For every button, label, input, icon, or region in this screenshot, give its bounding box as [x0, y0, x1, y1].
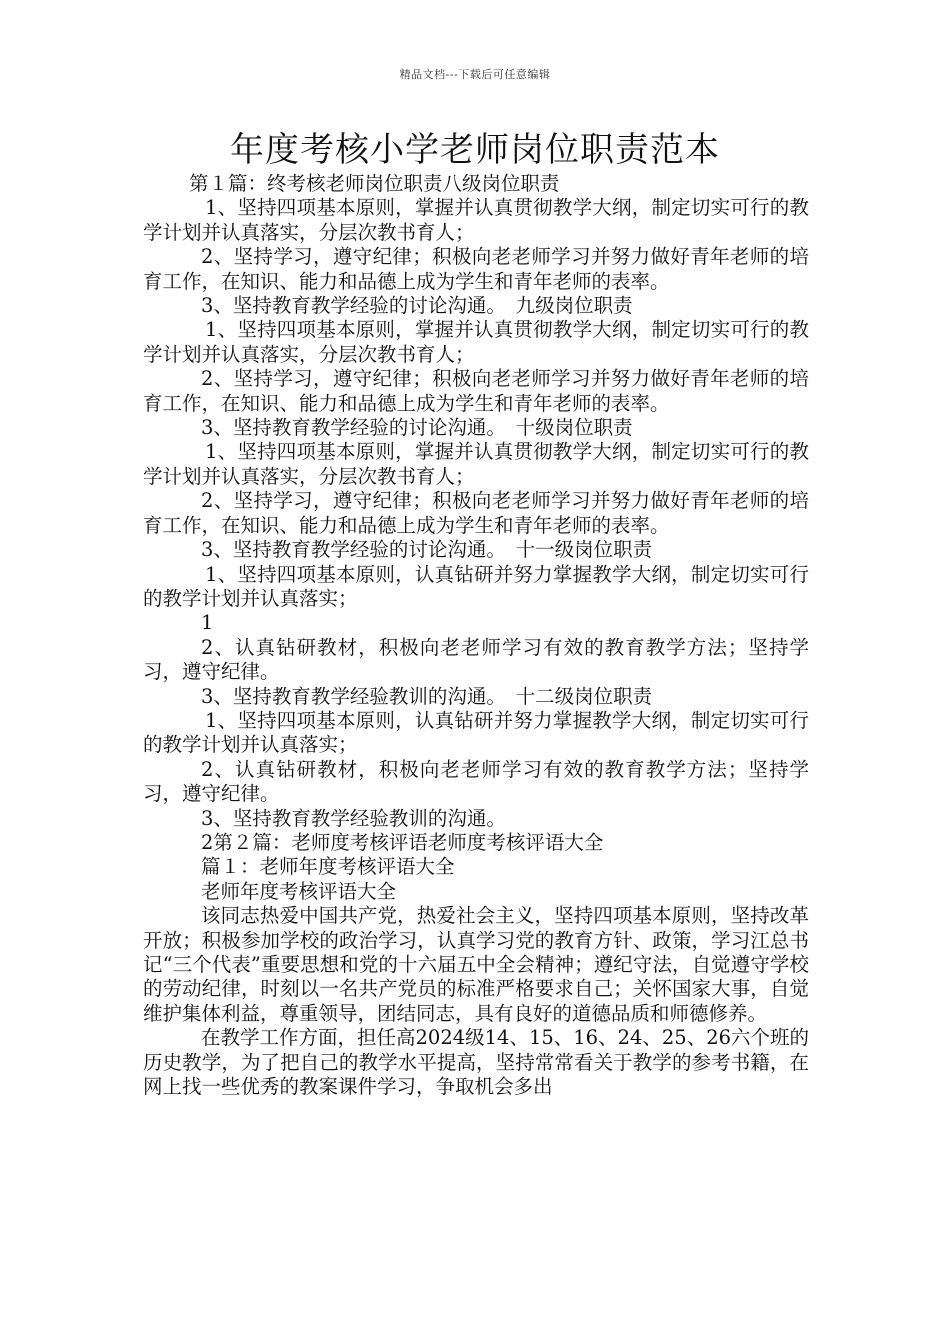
paragraph: 2、坚持学习，遵守纪律；积极向老老师学习并努力做好青年老师的培育工作，在知识、能力和品德上成为学生和青年老师的表率。	[143, 367, 809, 415]
section-heading: 老师年度考核评语大全	[201, 879, 397, 903]
section-heading: 2第２篇：老师度考核评语老师度考核评语大全	[201, 830, 604, 854]
section-heading: 篇１：老师年度考核评语大全	[201, 855, 455, 879]
paragraph: 1、坚持四项基本原则，掌握并认真贯彻教学大纲，制定切实可行的教学计划并认真落实，分层次教书育人；	[143, 196, 809, 244]
paragraph: 3、坚持教育教学经验教训的沟通。 十二级岗位职责	[201, 684, 653, 708]
paragraph: 第１篇：终考核老师岗位职责八级岗位职责	[189, 172, 560, 195]
paragraph: 在教学工作方面，担任高2024级14、15、16、24、25、26六个班的历史教学，为了把自己的教学水平提高，坚持常常看关于教学的参考书籍，在网上找一些优秀的教案课件学习，争取机会多出	[143, 1026, 810, 1099]
paragraph: 2、坚持学习，遵守纪律；积极向老老师学习并努力做好青年老师的培育工作，在知识、能力和品德上成为学生和青年老师的表率。	[143, 489, 809, 537]
paragraph: 1、坚持四项基本原则，认真钻研并努力掌握教学大纲，制定切实可行的教学计划并认真落实；	[143, 708, 809, 757]
header-note: 精品文档---下载后可任意编辑	[399, 68, 551, 81]
paragraph: 3、坚持教育教学经验的讨论沟通。 十级岗位职责	[201, 416, 633, 440]
page-number: 1	[201, 611, 214, 635]
paragraph: 该同志热爱中国共产党，热爱社会主义，坚持四项基本原则，坚持改革开放；积极参加学校的政治学习，认真学习党的教育方针、政策，学习江总书记“三个代表”重要思想和党的十六届五中全会精神；遵纪守法，自觉遵守学校的劳动纪律，时刻以一名共产党员的标准严格要求自己；关怀国家大事，自觉维护集体利益，尊重领导，团结同志，具有良好的道德品质和师德修养。	[143, 904, 809, 1025]
paragraph: 2、坚持学习，遵守纪律；积极向老老师学习并努力做好青年老师的培育工作，在知识、能力和品德上成为学生和青年老师的表率。	[143, 245, 809, 293]
paragraph: 2、认真钻研教材，积极向老老师学习有效的教育教学方法；坚持学习，遵守纪律。	[143, 635, 809, 684]
paragraph: 1、坚持四项基本原则，掌握并认真贯彻教学大纲，制定切实可行的教学计划并认真落实，分层次教书育人；	[143, 318, 809, 366]
document-title: 年度考核小学老师岗位职责范本	[230, 130, 720, 170]
document-body	[143, 172, 809, 1099]
paragraph: 1、坚持四项基本原则，掌握并认真贯彻教学大纲，制定切实可行的教学计划并认真落实，分层次教书育人；	[143, 440, 809, 488]
paragraph: 1、坚持四项基本原则，认真钻研并努力掌握教学大纲，制定切实可行的教学计划并认真落实；	[143, 562, 809, 610]
paragraph: 2、认真钻研教材，积极向老老师学习有效的教育教学方法；坚持学习，遵守纪律。	[143, 757, 809, 806]
paragraph: 3、坚持教育教学经验的讨论沟通。 十一级岗位职责	[201, 538, 653, 562]
paragraph: 3、坚持教育教学经验教训的沟通。	[201, 806, 506, 830]
paragraph: 3、坚持教育教学经验的讨论沟通。 九级岗位职责	[201, 294, 633, 318]
